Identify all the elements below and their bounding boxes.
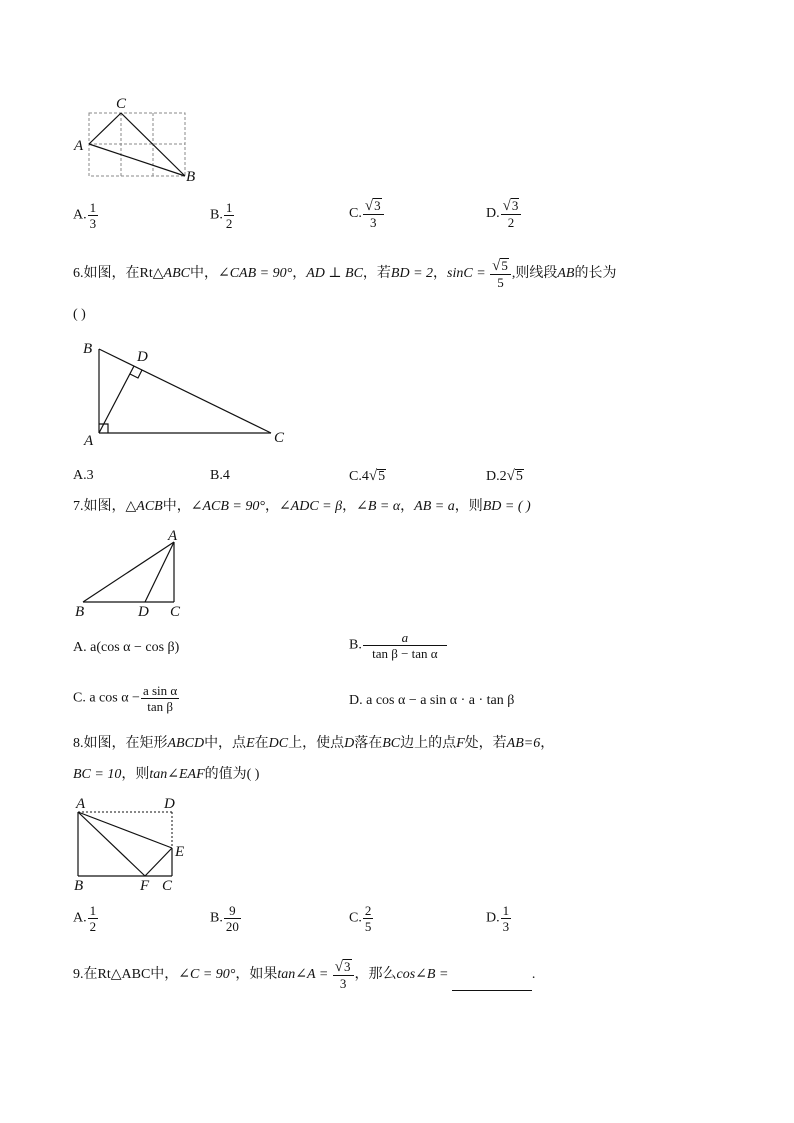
q7-option-a[interactable]: A. a(cos α − cos β) xyxy=(73,640,180,655)
label-c: C xyxy=(162,878,173,894)
label-b: B xyxy=(83,341,93,357)
q8-stem-line1: 8.如图，在矩形ABCD中，点E在DC上，使点D落在BC边上的点F处，若AB=6， xyxy=(73,736,555,751)
label-d: D xyxy=(138,604,149,620)
label-b: B xyxy=(186,169,196,185)
label-a: A xyxy=(76,796,86,812)
label-c: C xyxy=(116,96,127,112)
q7-option-c[interactable]: C. a cos α − $\frac{\text{a sin α}}{\text{tan β}}$ xyxy=(73,683,178,714)
q6-option-a[interactable]: A.3 xyxy=(73,468,94,483)
q5-option-b[interactable]: B. $\frac{1}{2}$ xyxy=(210,200,233,231)
q6-option-b[interactable]: B.4 xyxy=(210,468,230,483)
q6-option-d[interactable]: D.2√5 xyxy=(486,468,523,484)
q8-option-b[interactable]: B. $\frac{9}{20}$ xyxy=(210,903,239,934)
label-c: C xyxy=(274,430,285,446)
q7-option-d[interactable]: D. a cos α − a sin α · a · tan β xyxy=(349,693,515,708)
q9-answer-blank[interactable] xyxy=(452,976,532,991)
label-e: E xyxy=(175,844,185,860)
q6-triangle-figure xyxy=(75,335,295,450)
q8-option-a[interactable]: A. $\frac{1}{2}$ xyxy=(73,903,97,934)
label-d: D xyxy=(164,796,175,812)
q8-rectangle-figure xyxy=(70,794,200,894)
q5-grid-figure xyxy=(70,92,210,187)
label-b: B xyxy=(75,604,85,620)
q7-option-b[interactable]: B. $\frac{a}{\text{tan β − tan α}}$ xyxy=(349,630,448,661)
q5-option-c[interactable]: C. $\frac{√3}{3}$ xyxy=(349,198,385,230)
segment-ad xyxy=(99,366,134,433)
segment-fe xyxy=(145,848,172,876)
label-d: D xyxy=(137,349,148,365)
label-f: F xyxy=(140,878,150,894)
q8-stem-line2: BC = 10，则tan∠EAF的值为( ) xyxy=(73,767,260,782)
label-b: B xyxy=(74,878,84,894)
q9-stem: 9.在Rt△ABC中，∠C = 90°，如果tan∠A = $\frac{√3}{3}$ ，那么cos∠B = . xyxy=(73,959,536,991)
q6-answer-paren: ( ) xyxy=(73,307,86,322)
label-a: A xyxy=(84,433,94,449)
label-a: A xyxy=(168,528,178,544)
q8-option-c[interactable]: C. $\frac{2}{5}$ xyxy=(349,903,372,934)
segment-ae xyxy=(78,812,172,848)
segment-bc xyxy=(99,349,271,433)
segment-ba xyxy=(83,542,174,602)
segment-af xyxy=(78,812,145,876)
label-a: A xyxy=(74,138,84,154)
q8-option-d[interactable]: D. $\frac{1}{3}$ xyxy=(486,903,510,934)
q6-stem: 6.如图，在Rt△ABC中，∠CAB = 90°，AD ⊥ BC，若BD = 2，sinC = $\frac{√5}{5}$ ,则线段AB的长为 xyxy=(73,258,617,290)
label-c: C xyxy=(170,604,181,620)
q6-option-c[interactable]: C.4√5 xyxy=(349,468,386,484)
segment-ca xyxy=(89,113,121,144)
q5-option-a[interactable]: A. $\frac{1}{3}$ xyxy=(73,200,97,231)
q5-option-d[interactable]: D. $\frac{√3}{2}$ xyxy=(486,198,522,230)
q7-triangle-figure xyxy=(70,525,200,620)
q7-stem: 7.如图，△ACB中，∠ACB = 90°，∠ADC = β，∠B = α，AB = a，则BD = ( ) xyxy=(73,499,531,514)
segment-ab xyxy=(89,144,185,176)
